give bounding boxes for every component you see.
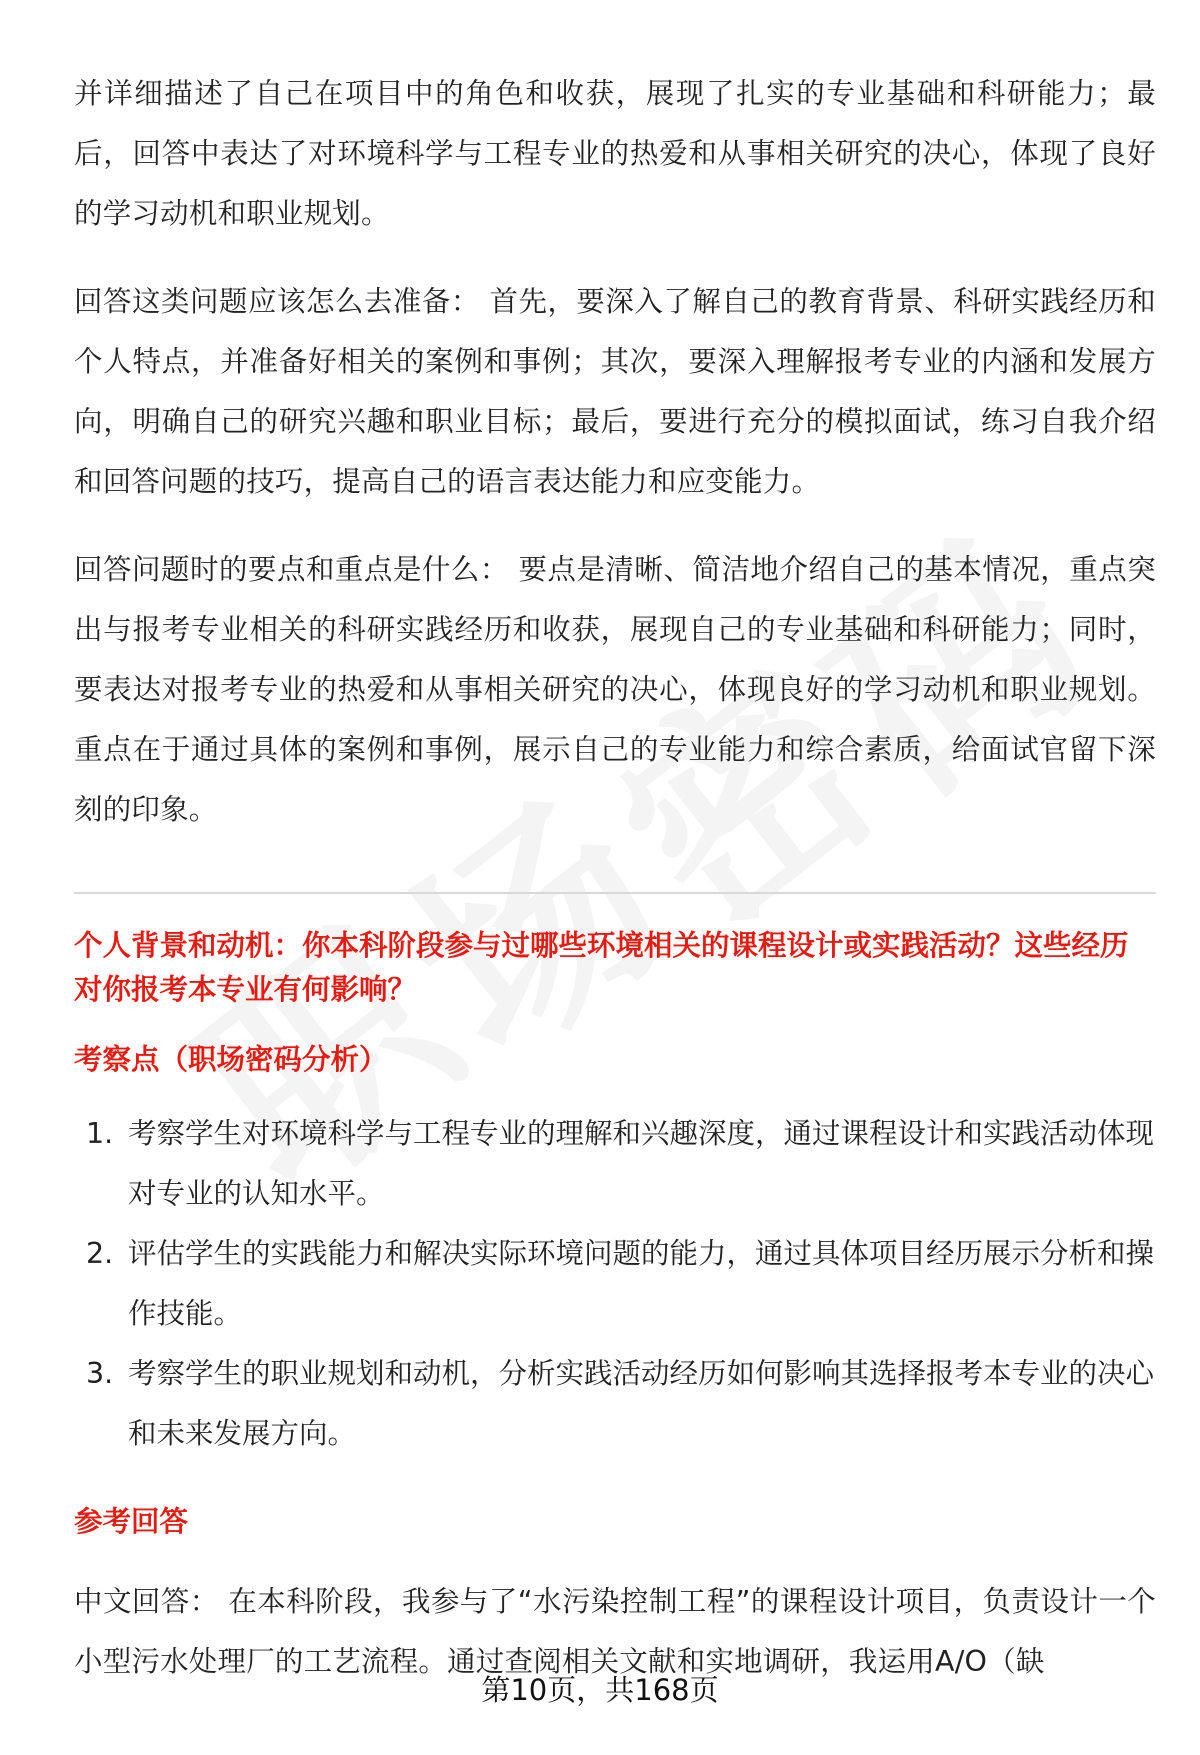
list-item <box>74 1104 1156 1224</box>
list-text: 考察学生对环境科学与工程专业的理解和兴趣深度，通过课程设计和实践活动体现对专业的认知水平。 <box>128 1117 1155 1210</box>
reference-answer: 中文回答： 在本科阶段，我参与了“水污染控制工程”的课程设计项目，负责设计一个小型污水处理厂的工艺流程。通过查阅相关文献和实地调研，我运用A/O（缺 <box>74 1585 1156 1678</box>
examine-title: 考察点（职场密码分析） <box>74 1043 388 1076</box>
list-text: 考察学生的职业规划和动机，分析实践活动经历如何影响其选择报考本专业的决心和未来发展方向。 <box>128 1357 1155 1450</box>
list-number: 2. <box>86 1237 114 1270</box>
list-item <box>74 1224 1156 1344</box>
list-text: 评估学生的实践能力和解决实际环境问题的能力，通过具体项目经历展示分析和操作技能。 <box>128 1237 1155 1330</box>
examine-list <box>74 1104 1156 1464</box>
question-heading: 个人背景和动机：你本科阶段参与过哪些环境相关的课程设计或实践活动？这些经历对你报考本专业有何影响？ <box>74 929 1129 1006</box>
body-paragraph: 回答这类问题应该怎么去准备： 首先，要深入了解自己的教育背景、科研实践经历和个人特点，并准备好相关的案例和事例；其次，要深入理解报考专业的内涵和发展方向，明确自己的研究兴趣和职业目标；最后，要进行充分的模拟面试，练习自我介绍和回答问题的技巧，提高自己的语言表达能力和应变能力。 <box>74 285 1156 498</box>
list-item <box>74 1344 1156 1464</box>
list-number: 3. <box>86 1357 114 1390</box>
section-divider <box>74 892 1156 894</box>
reference-title: 参考回答 <box>74 1505 189 1538</box>
page-content <box>74 64 1156 1692</box>
list-number: 1. <box>86 1117 114 1150</box>
body-paragraph: 并详细描述了自己在项目中的角色和收获，展现了扎实的专业基础和科研能力；最后，回答中表达了对环境科学与工程专业的热爱和从事相关研究的决心，体现了良好的学习动机和职业规划。 <box>74 77 1156 230</box>
page-number: 第10页，共168页 <box>481 1673 719 1707</box>
body-paragraph: 回答问题时的要点和重点是什么： 要点是清晰、简洁地介绍自己的基本情况，重点突出与报考专业相关的科研实践经历和收获，展现自己的专业基础和科研能力；同时，要表达对报考专业的热爱和从事相关研究的决心，体现良好的学习动机和职业规划。重点在于通过具体的案例和事例，展示自己的专业能力和综合素质，给面试官留下深刻的印象。 <box>74 553 1156 826</box>
